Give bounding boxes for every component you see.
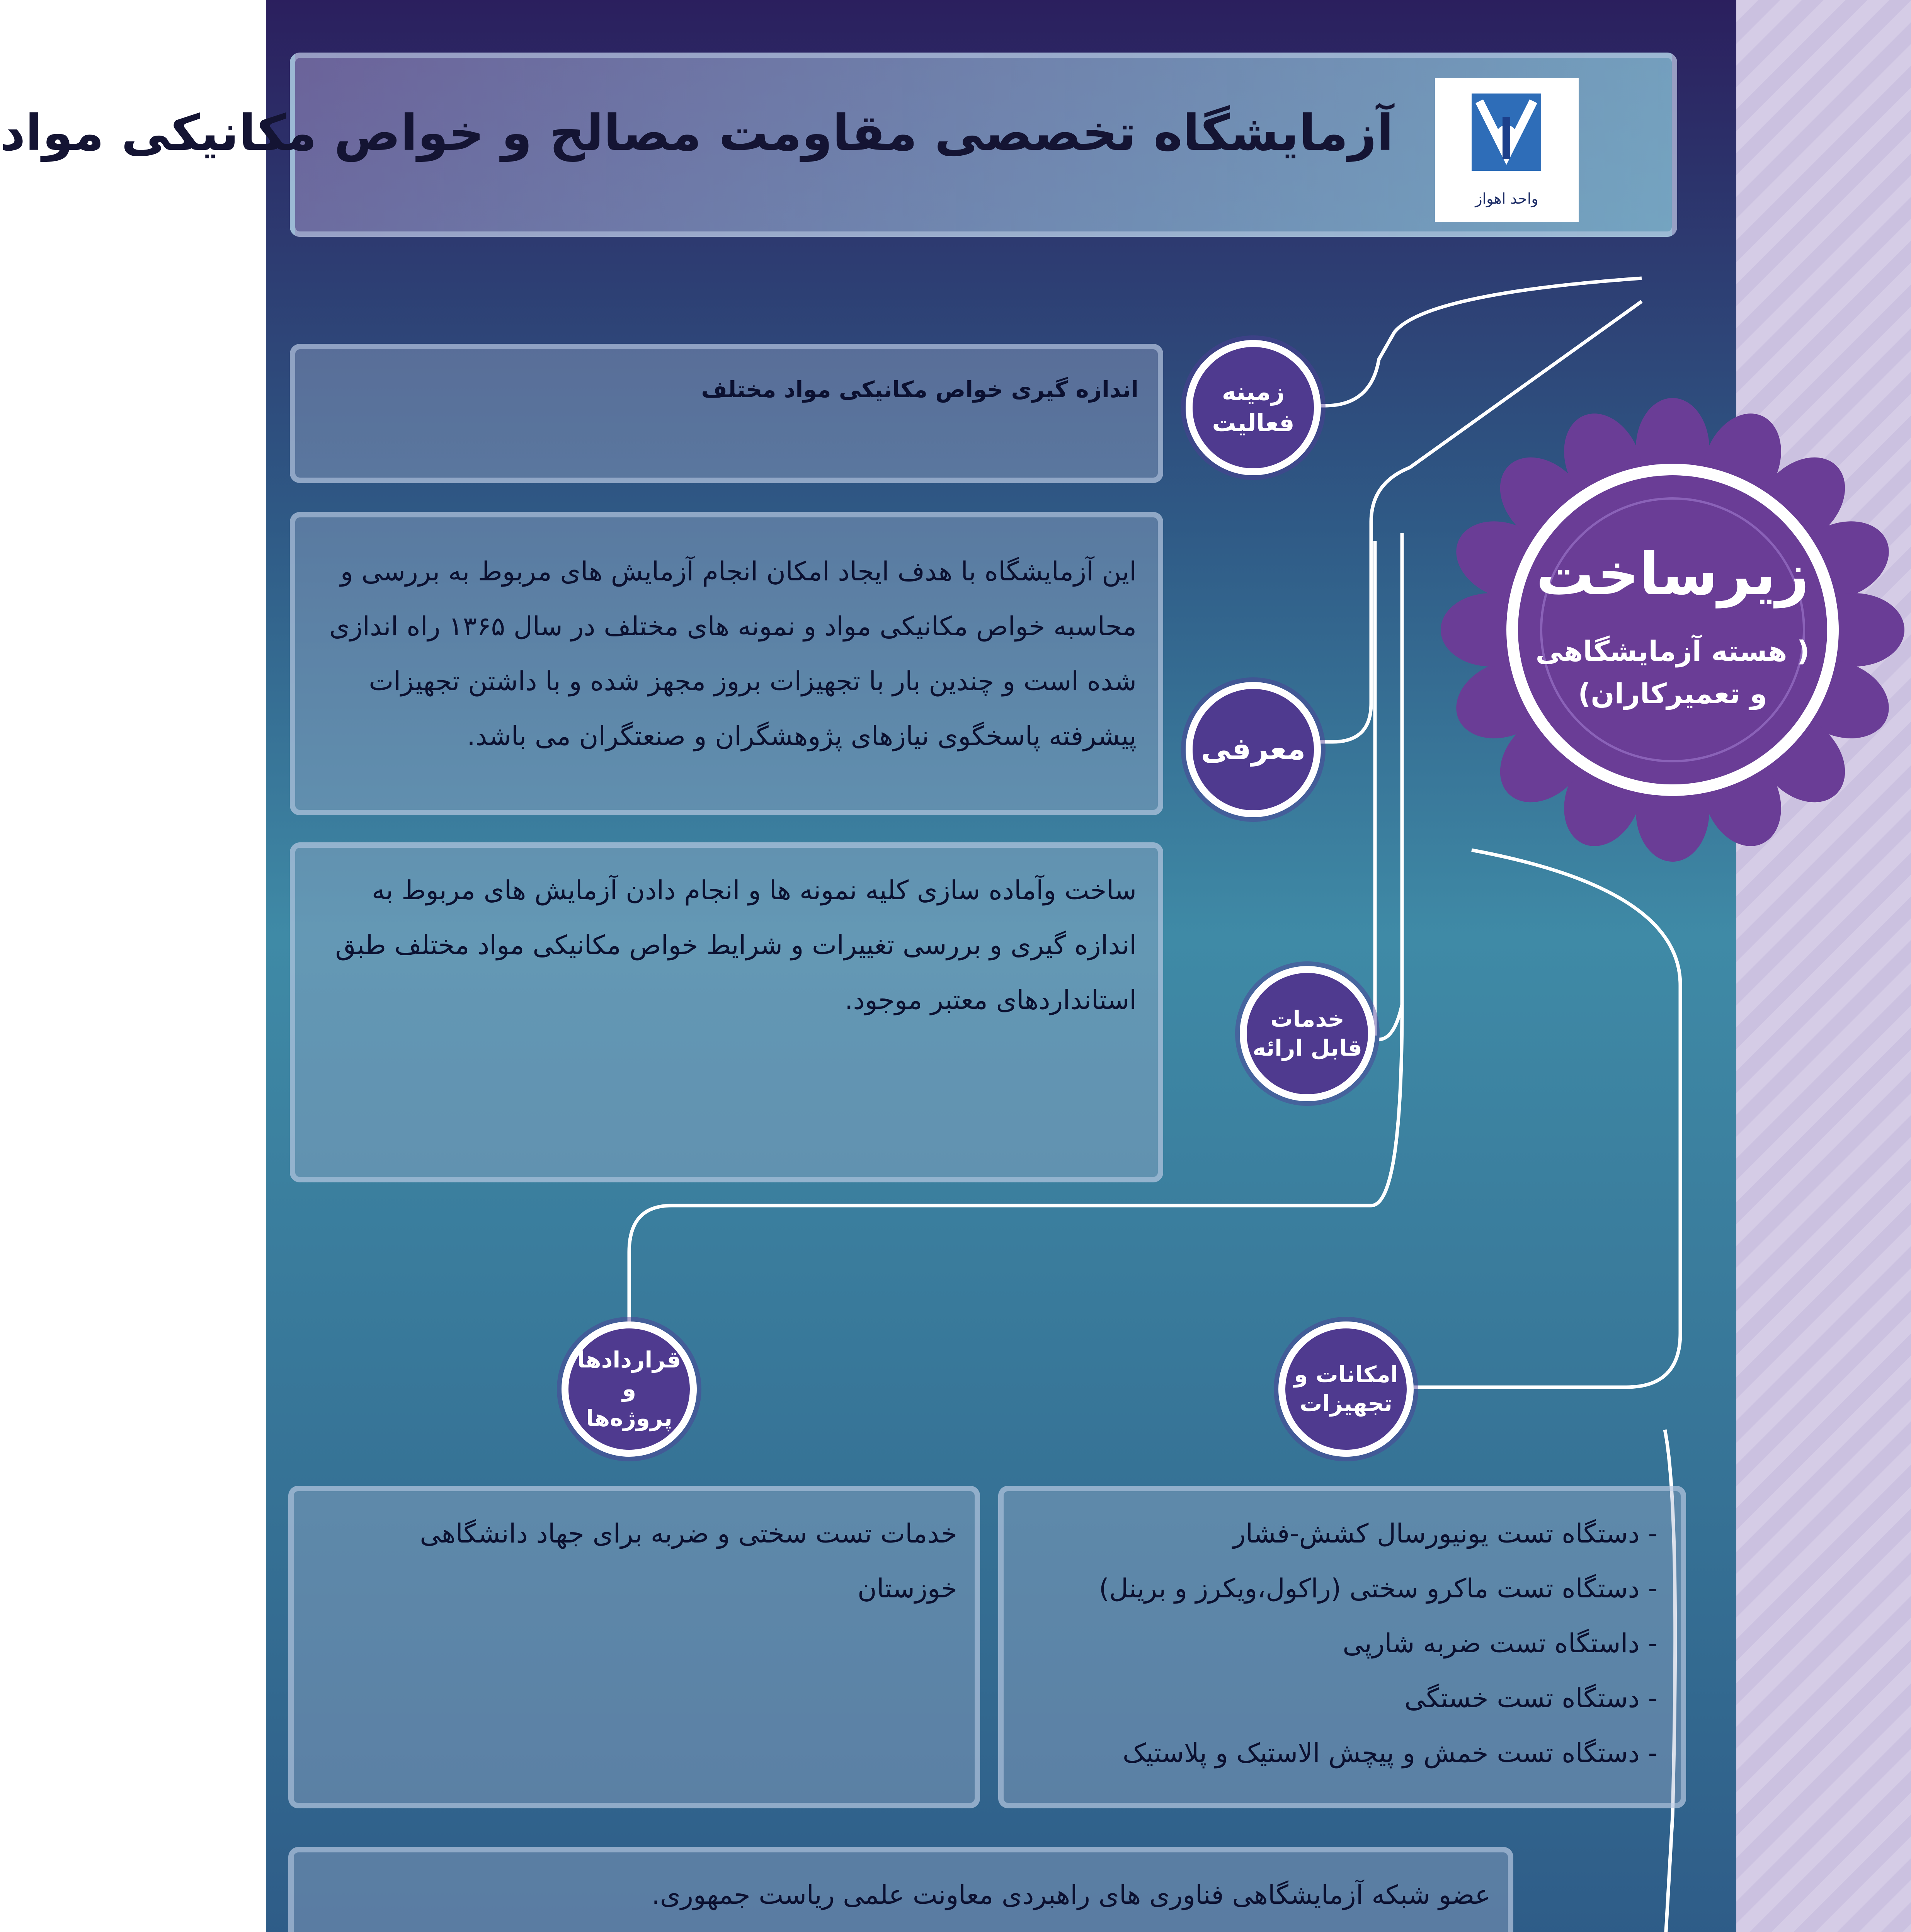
intro-circle (1186, 682, 1321, 817)
activity-text: اندازه گیری خواص مکانیکی مواد مختلف (701, 376, 1138, 403)
equipment-item: - دستگاه تست خمش و پیچش الاستیک و پلاستیک (1122, 1738, 1657, 1769)
services-panel (290, 842, 1163, 1182)
services-circle (1240, 966, 1375, 1101)
university-logo (1435, 78, 1579, 222)
center-badge (1445, 402, 1901, 858)
contracts-label: قراردادها و پروژه‌ها (577, 1346, 681, 1431)
badge-title: زیرساخت (1536, 541, 1809, 608)
services-label: خدمات قابل ارائه (1252, 1005, 1362, 1061)
activity-label: زمینه فعالیت (1212, 378, 1295, 437)
contracts-text: خدمات تست سختی و ضربه برای جهاد دانشگاهی خوزستان (420, 1519, 957, 1604)
equipment-list (1019, 1507, 1657, 1781)
equipment-item: - دستگاه تست یونیورسال کشش-فشار (1233, 1519, 1657, 1549)
contracts-panel (288, 1486, 980, 1808)
contracts-circle (562, 1321, 697, 1457)
intro-label: معرفی (1201, 732, 1306, 767)
equipment-item: - دستگاه تست ماکرو سختی (راکول،ویکرز و برینل) (1099, 1573, 1657, 1604)
activity-panel (290, 344, 1163, 483)
badge-subtitle: ( هسته آزمایشگاهی و تعمیرکاران) (1535, 635, 1810, 710)
intro-panel (290, 512, 1163, 815)
equipment-item: - دستگاه تست خستگی (1404, 1683, 1657, 1714)
equipment-circle (1278, 1321, 1414, 1457)
intro-text: این آزمایشگاه با هدف ایجاد امکان انجام آزمایش های مربوط به بررسی و محاسبه خواص مکانیکی مواد و نمونه های مختلف در سال ۱۳۶۵ راه اندازی شده است و چندین بار با تجهیزات بروز مجهز شده و با داشتن تجهیزات پیشرفته پاسخگوی نیازهای پژوهشگران و صنعتگران می باشد. (329, 556, 1137, 752)
equipment-panel (998, 1486, 1686, 1808)
equipment-item: - داستگاه تست ضربه شارپی (1343, 1628, 1657, 1659)
services-text: ساخت وآماده سازی کلیه نمونه ها و انجام دادن آزمایش های مربوط به اندازه گیری و بررسی تغییرات و شرایط خواص مکانیکی مواد مختلف طبق استانداردهای معتبر موجود. (335, 875, 1137, 1015)
licenses-text: عضو شبکه آزمایشگاهی فناوری های راهبردی معاونت علمی ریاست جمهوری. (652, 1880, 1491, 1910)
logo-caption: واحد اهواز (1475, 190, 1538, 207)
activity-circle (1186, 340, 1321, 475)
equipment-label: امکانات و تجهیزات (1294, 1361, 1398, 1417)
page-title: آزمایشگاه تخصصی مقاومت مصالح و خواص مکانیکی مواد (0, 104, 1394, 162)
licenses-panel (288, 1847, 1513, 1932)
